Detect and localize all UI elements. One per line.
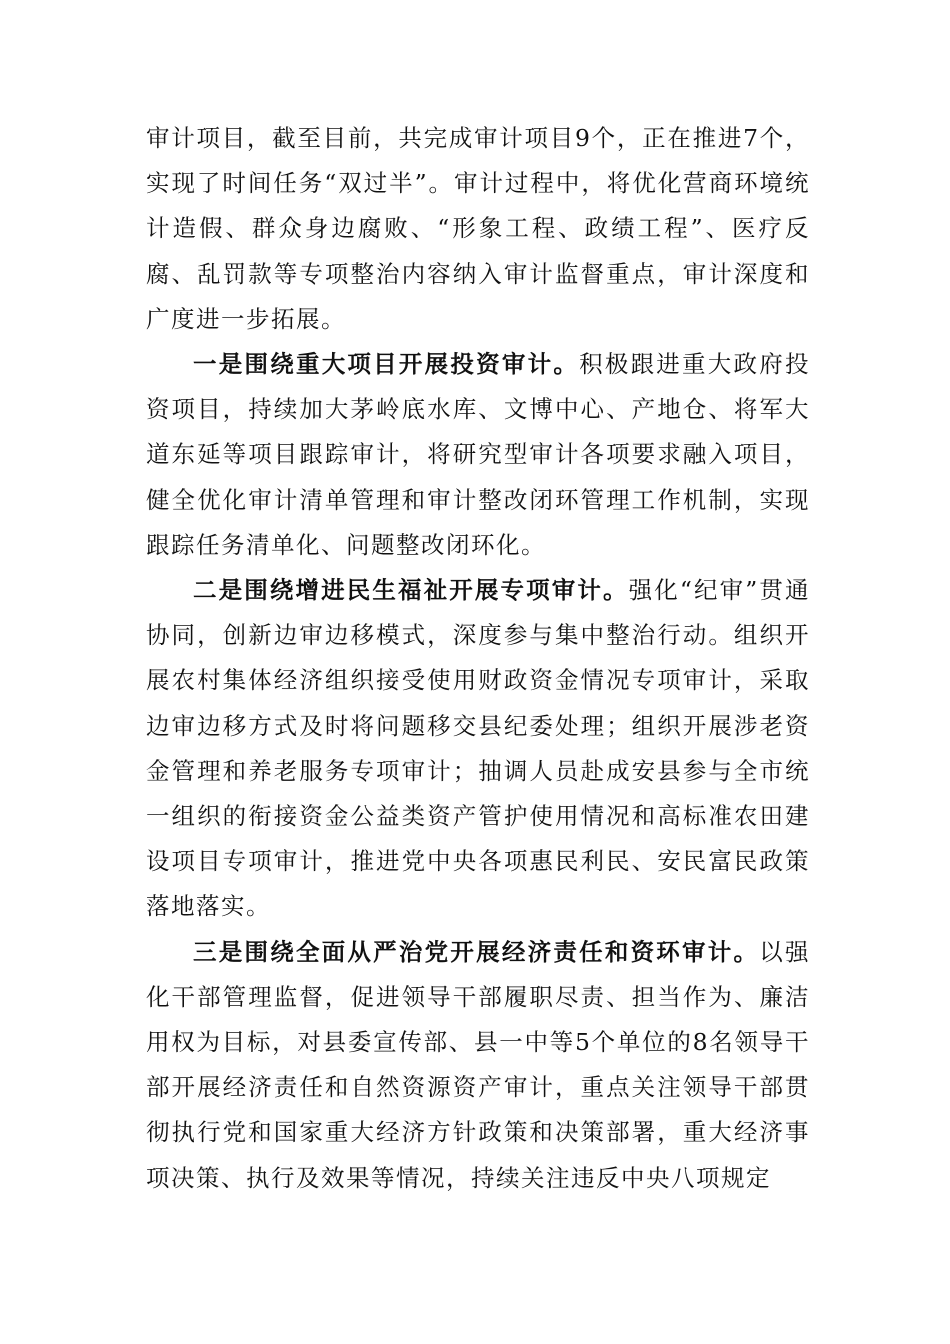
paragraph-investment-audit: [146, 342, 810, 568]
paragraph-text: 审计项目，截至目前，共完成审计项目9个，正在推进7个，实现了时间任务“双过半”。审计过程中，将优化营商环境统计造假、群众身边腐败、“形象工程、政绩工程”、医疗反腐、乱罚款等专项整治内容纳入审计监督重点，审计深度和广度进一步拓展。: [146, 124, 810, 333]
document-body: [146, 116, 810, 1201]
paragraph-continuation: [146, 116, 810, 342]
paragraph-text: 强化“纪审”贯通协同，创新边审边移模式，深度参与集中整治行动。组织开展农村集体经济组织接受使用财政资金情况专项审计，采取边审边移方式及时将问题移交县纪委处理；组织开展涉老资金管理和养老服务专项审计；抽调人员赴成安县参与全市统一组织的衔接资金公益类资产管护使用情况和高标准农田建设项目专项审计，推进党中央各项惠民利民、安民富民政策落地落实。: [146, 576, 811, 921]
paragraph-livelihood-audit: [146, 568, 810, 930]
paragraph-heading: 二是围绕增进民生福祉开展专项审计。: [193, 576, 629, 605]
paragraph-text: 以强化干部管理监督，促进领导干部履职尽责、担当作为、廉洁用权为目标，对县委宣传部、县一中等5个单位的8名领导干部开展经济责任和自然资源资产审计，重点关注领导干部贯彻执行党和国家重大经济方针政策和决策部署，重大经济事项决策、执行及效果等情况，持续关注违反中央八项规定: [146, 937, 811, 1192]
paragraph-heading: 三是围绕全面从严治党开展经济责任和资环审计。: [193, 937, 760, 966]
paragraph-text: 积极跟进重大政府投资项目，持续加大茅岭底水库、文博中心、产地仓、将军大道东延等项目跟踪审计，将研究型审计各项要求融入项目，健全优化审计清单管理和审计整改闭环管理工作机制，实现跟踪任务清单化、问题整改闭环化。: [146, 350, 811, 559]
paragraph-heading: 一是围绕重大项目开展投资审计。: [193, 350, 580, 379]
paragraph-economic-responsibility-audit: [146, 930, 810, 1201]
